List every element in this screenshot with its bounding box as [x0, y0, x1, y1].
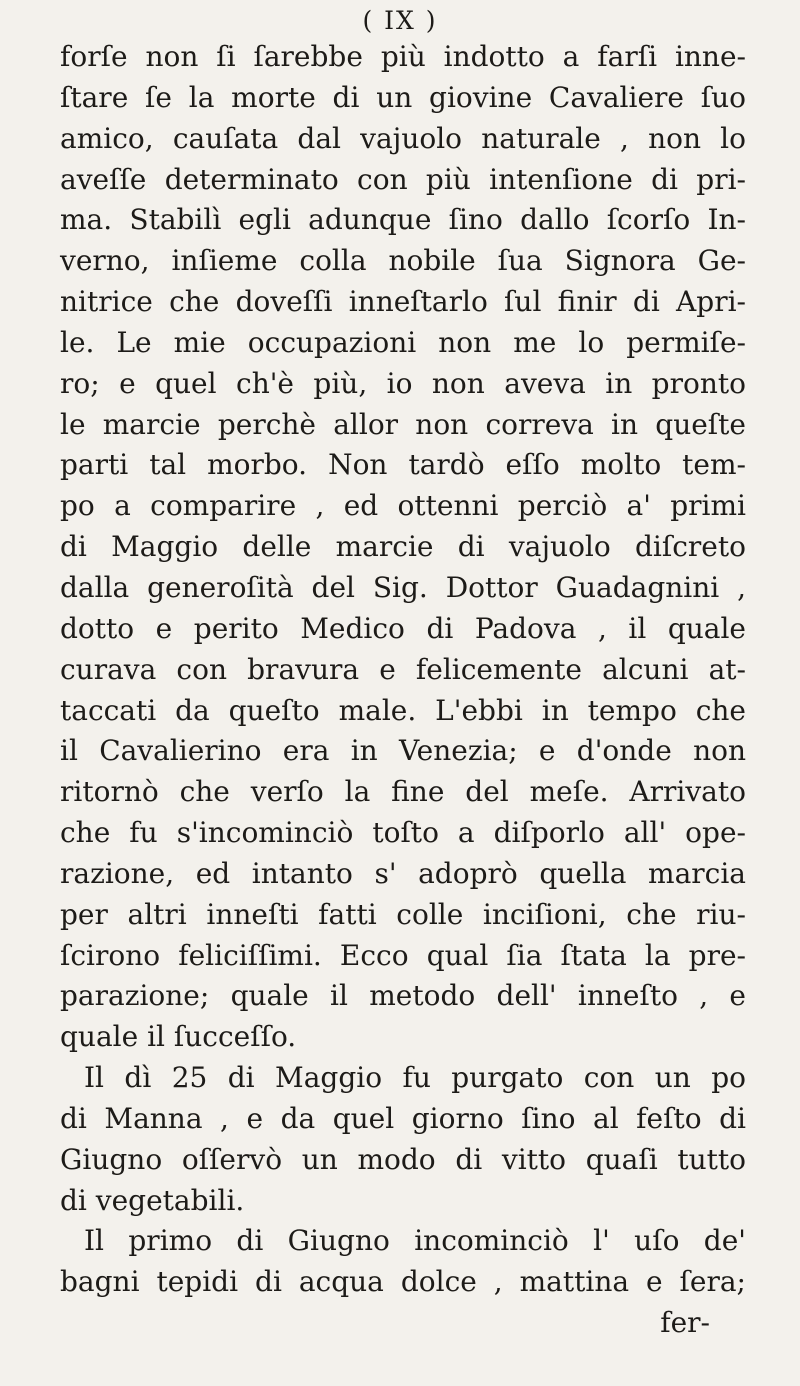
text-line-14: dalla generoſità del Sig. Dottor Guadagnini , [60, 570, 746, 604]
text-line-11: parti tal morbo. Non tardò eſſo molto tem- [60, 448, 746, 482]
text-line-19: ritornò che verſo la fine del meſe. Arrivato [60, 775, 746, 809]
text-line-23: ſcirono feliciſſimi. Ecco qual ſia ſtata la pre- [60, 938, 746, 972]
text-line-2: ſtare ſe la morte di un giovine Cavaliere ſuo [60, 80, 746, 114]
text-line-12: po a comparire , ed ottenni perciò a' primi [60, 489, 746, 523]
text-line-6: verno, inſieme colla nobile ſua Signora Ge- [60, 244, 746, 278]
text-line-29: di vegetabili. [60, 1183, 245, 1217]
text-line-25: quale il ſucceſſo. [60, 1020, 297, 1054]
text-line-10: le marcie perchè allor non correva in queſte [60, 407, 746, 441]
text-line-31: bagni tepidi di acqua dolce , mattina e ſera; [60, 1265, 746, 1299]
text-line-13: di Maggio delle marcie di vajuolo diſcreto [60, 530, 746, 564]
text-line-16: curava con bravura e felicemente alcuni at- [60, 652, 746, 686]
text-line-3: amico, cauſata dal vajuolo naturale , non lo [60, 121, 746, 155]
text-line-15: dotto e perito Medico di Padova , il quale [60, 611, 746, 645]
text-line-8: le. Le mie occupazioni non me lo permiſe- [60, 325, 746, 359]
text-line-18: il Cavalierino era in Venezia; e d'onde non [60, 734, 746, 768]
text-line-17: taccati da queſto male. L'ebbi in tempo che [60, 693, 746, 727]
text-line-28: Giugno oſſervò un modo di vitto quaſi tutto [60, 1142, 746, 1176]
text-line-7: nitrice che doveſſi inneſtarlo ſul finir di Apri- [60, 285, 746, 319]
text-line-4: aveſſe determinato con più intenſione di pri- [60, 162, 746, 196]
text-line-1: forſe non ſi ſarebbe più indotto a farſi inne- [60, 40, 746, 73]
text-line-5: ma. Stabilì egli adunque ſino dallo ſcorſo In- [60, 203, 746, 237]
catchword: fer- [660, 1306, 710, 1340]
text-line-22: per altri inneſti fatti colle inciſioni, che riu- [60, 897, 746, 931]
text-line-20: che fu s'incominciò toſto a diſporlo all' ope- [60, 816, 746, 850]
text-line-21: razione, ed intanto s' adoprò quella marcia [60, 856, 746, 890]
text-line-24: parazione; quale il metodo dell' inneſto , e [60, 979, 746, 1013]
page-number-header: ( IX ) [362, 6, 438, 35]
text-line-30: Il primo di Giugno incominciò l' uſo de' [84, 1224, 746, 1258]
text-line-9: ro; e quel ch'è più, io non aveva in pronto [60, 366, 746, 400]
text-line-27: di Manna , e da quel giorno ſino al feſto di [60, 1101, 746, 1135]
text-line-26: Il dì 25 di Maggio fu purgato con un po [84, 1061, 746, 1095]
body-text [60, 37, 746, 1344]
